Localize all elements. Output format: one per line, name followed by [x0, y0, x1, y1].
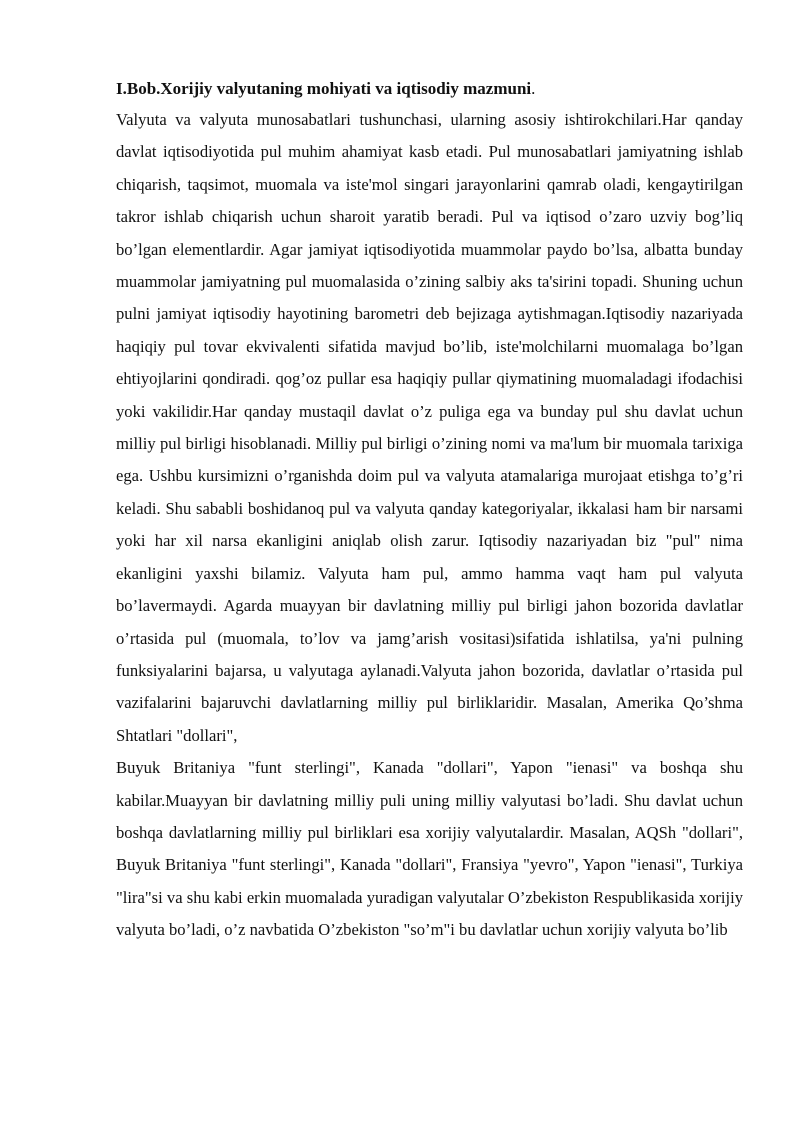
chapter-heading-text: I.Bob.Xorijiy valyutaning mohiyati va iqtisodiy mazmuni — [116, 79, 532, 98]
body-paragraph-1: Valyuta va valyuta munosabatlari tushunchasi, ularning asosiy ishtirokchilari.Har qanday davlat iqtisodiyotida pul muhim ahamiyat kasb etadi. Pul munosabatlari jamiyatning ishlab chiqarish, taqsimot, muomala va iste'mol singari jarayonlarini qamrab oladi, kengaytirilgan takror ishlab chiqarish uchun sharoit yaratib beradi. Pul va iqtisod o’zaro uzviy bog’liq bo’lgan elementlardir. Agar jamiyat iqtisodiyotida muammolar paydo bo’lsa, albatta bunday muammolar jamiyatning pul muomalasida o’zining salbiy aks ta'sirini topadi. Shuning uchun pulni jamiyat iqtisodiy hayotining barometri deb bejizaga aytishmagan.Iqtisodiy nazariyada haqiqiy pul tovar ekvivalenti sifatida mavjud bo’lib, iste'molchilarni muomalaga bo’lgan ehtiyojlarini qondiradi. qog’oz pullar esa haqiqiy pullar qiymatining muomaladagi ifodachisi yoki vakilidir.Har qanday mustaqil davlat o’z puliga ega va bunday pul shu davlat uchun milliy pul birligi hisoblanadi. Milliy pul birligi o’zining nomi va ma'lum bir muomala tarixiga ega. Ushbu kursimizni o’rganishda doim pul va valyuta atamalariga murojaat etishga to’g’ri keladi. Shu sababli boshidanoq pul va valyuta qanday kategoriyalar, ikkalasi ham bir narsami yoki har xil narsa ekanligini aniqlab olish zarur. Iqtisodiy nazariyadan biz "pul" nima ekanligini yaxshi bilamiz. Valyuta ham pul, ammo hamma vaqt ham pul valyuta bo’lavermaydi. Agarda muayyan bir davlatning milliy pul birligi jahon bozorida davlatlar o’rtasida pul (muomala, to’lov va jamg’arish vositasi)sifatida ishlatilsa, ya'ni pulning funksiyalarini bajarsa, u valyutaga aylanadi.Valyuta jahon bozorida, davlatlar o’rtasida pul vazifalarini bajaruvchi davlatlarning milliy pul birliklaridir. Masalan, Amerika Qo’shma Shtatlari "dollari", — [116, 110, 743, 745]
chapter-heading-suffix: . — [531, 79, 536, 98]
body-paragraph-2: Buyuk Britaniya "funt sterlingi", Kanada "dollari", Yapon "ienasi" va boshqa shu kabilar.Muayyan bir davlatning milliy puli uning milliy valyutasi bo’ladi. Shu davlat uchun boshqa davlatlarning milliy pul birliklari esa xorijiy valyutalardir. Masalan, AQSh "dollari", Buyuk Britaniya "funt sterlingi", Kanada "dollari", Fransiya "yevro", Yapon "ienasi", Turkiya "lira"si va shu kabi erkin muomalada yuradigan valyutalar O’zbekiston Respublikasida xorijiy valyuta bo’ladi, o’z navbatida O’zbekiston "so’m"i bu davlatlar uchun xorijiy valyuta bo’lib — [116, 758, 743, 940]
chapter-heading — [116, 74, 743, 104]
